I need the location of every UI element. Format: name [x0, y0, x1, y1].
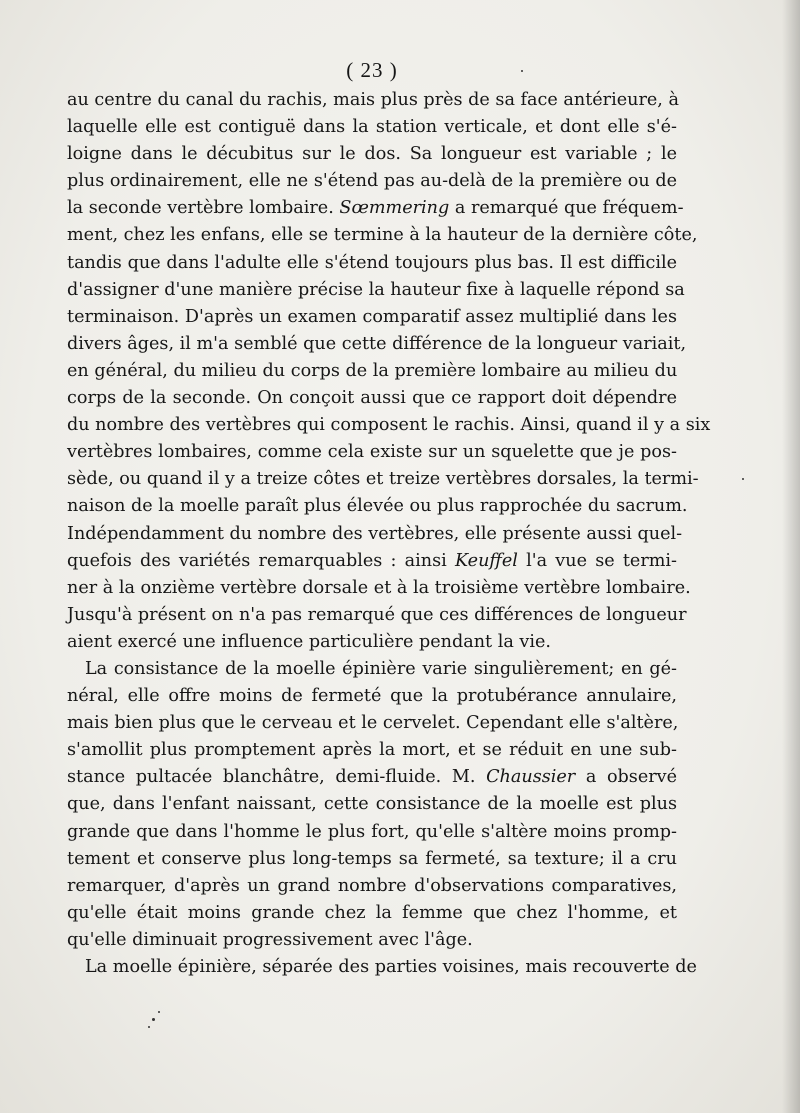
text-segment: loigne dans le décubitus sur le dos. Sa longueur est variable ; le: [67, 144, 677, 165]
text-segment: Jusqu'à présent on n'a pas remarqué que ces différences de longueur: [67, 604, 687, 625]
text-segment: La moelle épinière, séparée des parties voisines, mais recouverte de: [85, 957, 697, 977]
text-line: [67, 873, 677, 900]
text-line: [67, 629, 677, 656]
text-line: [67, 412, 711, 439]
text-segment: qu'elle était moins grande chez la femme que chez l'homme, et: [67, 902, 677, 923]
scan-speck: [521, 70, 523, 72]
text-segment: ment, chez les enfans, elle se termine à la hauteur de la dernière côte,: [67, 225, 698, 246]
text-segment: l'a vue se termi-: [517, 550, 678, 571]
text-line: [67, 656, 677, 683]
text-line: [67, 900, 677, 927]
text-segment: la seconde vertèbre lombaire.: [67, 198, 340, 219]
text-line: [67, 954, 697, 981]
text-segment: s'amollit plus promptement après la mort, et se réduit en une sub-: [67, 740, 677, 761]
text-segment: sède, ou quand il y a treize côtes et treize vertèbres dorsales, la termi-: [67, 469, 699, 490]
text-line: [67, 222, 698, 249]
paragraph-consistance-longueur: [67, 87, 711, 656]
author-name: Sœmmering: [339, 198, 450, 219]
text-segment: mais bien plus que le cerveau et le cervelet. Cependant elle s'altère,: [67, 713, 679, 734]
text-segment: divers âges, il m'a semblé que cette différence de la longueur variait,: [67, 333, 687, 354]
text-line: [67, 114, 677, 141]
text-segment: Indépendamment du nombre des vertèbres, elle présente aussi quel-: [67, 523, 683, 544]
text-line: [67, 710, 677, 737]
text-segment: grande que dans l'homme le plus fort, qu'elle s'altère moins promp-: [67, 821, 677, 842]
text-segment: que, dans l'enfant naissant, cette consistance de la moelle est plus: [67, 794, 677, 815]
text-segment: tement et conserve plus long-temps sa fermeté, sa texture; il a cru: [67, 848, 677, 869]
text-line: [67, 168, 677, 195]
text-line: [67, 575, 691, 602]
text-segment: laquelle elle est contiguë dans la station verticale, et dont elle s'é-: [67, 117, 677, 138]
text-line: [67, 493, 688, 520]
text-line: [67, 385, 677, 412]
text-line: [67, 439, 677, 466]
text-segment: du nombre des vertèbres qui composent le rachis. Ainsi, quand il y a six: [67, 415, 711, 436]
text-segment: stance pultacée blanchâtre, demi-fluide. M.: [67, 767, 487, 788]
text-segment: ner à la onzième vertèbre dorsale et à la troisième vertèbre lombaire.: [67, 577, 691, 598]
text-segment: corps de la seconde. On conçoit aussi que ce rapport doit dépendre: [67, 388, 677, 409]
text-segment: terminaison. D'après un examen comparatif assez multiplié dans les: [67, 306, 677, 327]
text-line: [67, 927, 677, 954]
paragraph-consistance: [67, 656, 677, 954]
text-segment: en général, du milieu du corps de la première lombaire au milieu du: [67, 360, 678, 381]
text-segment: tandis que dans l'adulte elle s'étend toujours plus bas. Il est difficile: [67, 252, 677, 273]
text-line: [67, 521, 683, 548]
text-line: [67, 683, 677, 710]
text-line: [67, 764, 677, 791]
text-line: [67, 819, 677, 846]
paragraph-moelle-separee: [67, 954, 697, 981]
scan-speck: [158, 1011, 160, 1013]
scan-speck: [152, 1018, 155, 1021]
text-segment: La consistance de la moelle épinière varie singulièrement; en gé-: [85, 658, 677, 679]
text-segment: aient exercé une influence particulière pendant la vie.: [67, 631, 551, 652]
text-line: [67, 331, 687, 358]
scan-speck: [148, 1026, 150, 1028]
page-number: ( 23 ): [346, 58, 398, 82]
text-segment: plus ordinairement, elle ne s'étend pas au-delà de la première ou de: [67, 171, 677, 192]
text-segment: néral, elle offre moins de fermeté que la protubérance annulaire,: [67, 686, 677, 707]
text-line: [67, 195, 684, 222]
text-segment: d'assigner d'une manière précise la hauteur fixe à laquelle répond sa: [67, 279, 685, 300]
text-line: [67, 358, 677, 385]
author-name: Keuffel: [455, 550, 518, 571]
text-line: [67, 846, 677, 873]
text-segment: au centre du canal du rachis, mais plus près de sa face antérieure, à: [67, 90, 679, 110]
author-name: Chaussier: [486, 767, 576, 788]
text-segment: naison de la moelle paraît plus élevée ou plus rapprochée du sacrum.: [67, 496, 688, 517]
text-line: [67, 737, 677, 764]
text-line: [67, 141, 677, 168]
text-line: [67, 466, 699, 493]
scan-speck: [742, 478, 744, 480]
text-line: [67, 548, 677, 575]
page-edge-shadow: [782, 0, 800, 1113]
text-segment: quefois des variétés remarquables : ainsi: [67, 550, 455, 571]
text-line: [67, 250, 677, 277]
body-text: [67, 87, 711, 981]
text-line: [67, 602, 687, 629]
text-segment: remarquer, d'après un grand nombre d'observations comparatives,: [67, 875, 677, 896]
text-line: [67, 304, 677, 331]
text-line: [67, 791, 677, 818]
text-segment: a remarqué que fréquem-: [449, 198, 684, 219]
text-segment: vertèbres lombaires, comme cela existe sur un squelette que je pos-: [67, 442, 677, 463]
text-segment: qu'elle diminuait progressivement avec l'âge.: [67, 929, 473, 950]
text-line: [67, 87, 677, 114]
text-line: [67, 277, 685, 304]
text-segment: a observé: [575, 767, 677, 788]
